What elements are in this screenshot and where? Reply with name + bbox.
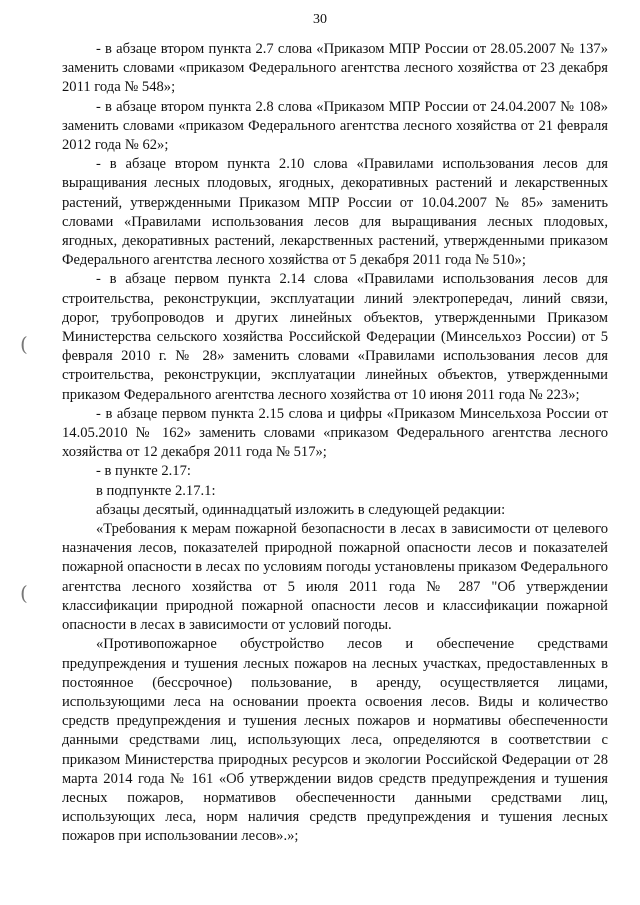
- page-number: 30: [313, 12, 327, 27]
- paragraph-item-2-10: - в абзаце втором пункта 2.10 слова «Правилами использования лесов для выращивания лесных плодовых, ягодных, декоративных растений и лекарственных растений, утвержденными Приказом МПР России от 10.04.2007 № 85» заменить словами «Правилами использования лесов для выращивания лесных плодовых, ягодных, декоративных растений, лекарственных растений, утвержденными приказом Федерального агентства лесного хозяйства от 5 декабря 2011 года № 510»;: [62, 156, 608, 269]
- paragraph-item-2-14: - в абзаце первом пункта 2.14 слова «Правилами использования лесов для строительства, реконструкции, эксплуатации линий электропередач, линий связи, дорог, трубопроводов и других линейных объектов, утвержденными Приказом Министерства сельского хозяйства Российской Федерации (Минсельхоз России) от 5 февраля 2010 г. № 28» заменить словами «Правилами использования лесов для строительства, реконструкции, эксплуатации линейных объектов, утвержденными приказом Федерального агентства лесного хозяйства от 10 июня 2011 года № 223»;: [62, 271, 608, 403]
- paragraph-item-2-8: - в абзаце втором пункта 2.8 слова «Приказом МПР России от 24.04.2007 № 108» заменить словами «приказом Федерального агентства лесного хозяйства от 21 февраля 2012 года № 62»;: [62, 98, 608, 154]
- document-body: [62, 40, 608, 847]
- paragraph-item-2-7: - в абзаце втором пункта 2.7 слова «Приказом МПР России от 28.05.2007 № 137» заменить словами «приказом Федерального агентства лесного хозяйства от 23 декабря 2011 года № 548»;: [62, 41, 608, 96]
- margin-bracket-mark: (: [20, 581, 28, 605]
- paragraph-instruction: абзацы десятый, одиннадцатый изложить в следующей редакции:: [96, 501, 506, 518]
- paragraph-quote-fire-equipment: «Противопожарное обустройство лесов и обеспечение средствами предупреждения и тушения лесных пожаров на лесных участках, предоставленных в постоянное (бессрочное) пользование, в аренду, осуществляется лицами, использующими леса на основании проекта освоения лесов. Виды и количество средств предупреждения и тушения лесных пожаров и нормативы обеспеченности данными средствами лиц, использующих леса, определяются в соответствии с приказом Министерства природных ресурсов и экологии Российской Федерации от 28 марта 2014 года № 161 «Об утверждении видов средств предупреждения и тушения лесных пожаров, нормативов обеспеченности данными средствами лиц, использующих леса, норм наличия средств предупреждения и тушения лесных пожаров при использовании лесов».»;: [62, 636, 608, 845]
- margin-bracket-mark: (: [20, 332, 28, 356]
- paragraph-item-2-17: - в пункте 2.17:: [96, 463, 191, 480]
- paragraph-item-2-15: - в абзаце первом пункта 2.15 слова и цифры «Приказом Минсельхоза России от 14.05.2010 № 162» заменить словами «приказом Федерального агентства лесного хозяйства от 12 декабря 2011 года № 517»;: [62, 405, 608, 461]
- paragraph-subitem-2-17-1: в подпункте 2.17.1:: [96, 482, 216, 499]
- paragraph-quote-fire-safety: «Требования к мерам пожарной безопасности в лесах в зависимости от целевого назначения лесов, показателей природной пожарной опасности лесов и показателей пожарной опасности в лесах по условиям погоды установлены приказом Федерального агентства лесного хозяйства от 5 июля 2011 года № 287 "Об утверждении классификации природной пожарной опасности лесов и классификации пожарной опасности в лесах в зависимости от условий погоды.: [62, 521, 608, 634]
